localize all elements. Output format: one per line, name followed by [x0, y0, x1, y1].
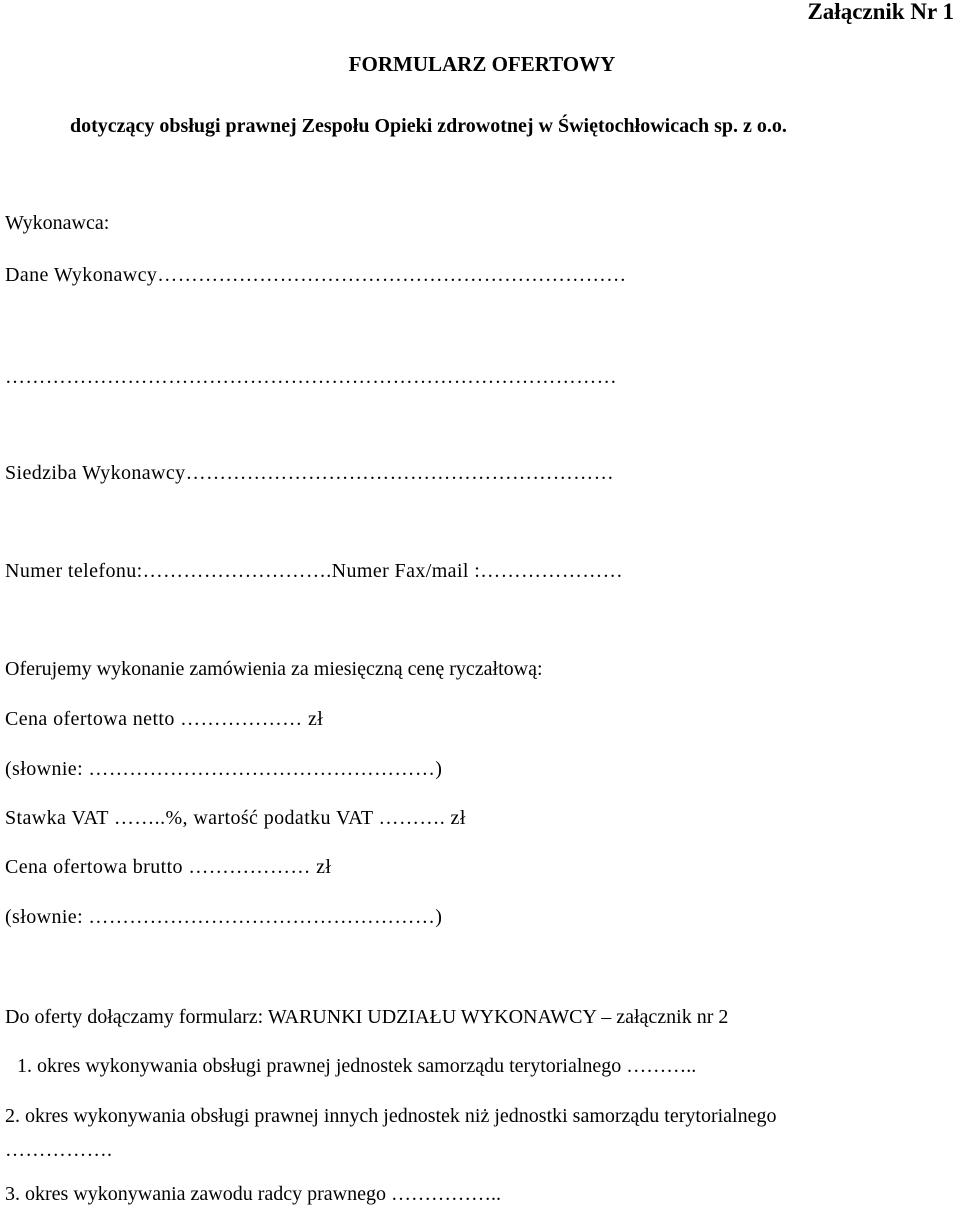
offer-intro: Oferujemy wykonanie zamówienia za miesięczną cenę ryczałtową:: [5, 658, 543, 680]
list-item-2: 2. okres wykonywania obsługi prawnej innych jednostek niż jednostki samorządu terytorialnego: [5, 1105, 777, 1127]
gross-price-words-field: (słownie: ……………………………………………): [5, 906, 443, 928]
form-subtitle: dotyczący obsługi prawnej Zespołu Opieki zdrowotnej w Świętochłowicach sp. z o.o.: [70, 115, 787, 137]
form-title: FORMULARZ OFERTOWY: [348, 52, 616, 76]
list-item-1: 1. okres wykonywania obsługi prawnej jednostek samorządu terytorialnego ………..: [17, 1055, 697, 1077]
list-item-3: 3. okres wykonywania zawodu radcy prawnego ……………..: [5, 1183, 501, 1205]
contractor-data-field: Dane Wykonawcy……………………………………………………………: [5, 264, 627, 286]
phone-fax-field: Numer telefonu:……………………….Numer Fax/mail :…………………: [5, 560, 624, 582]
net-price-words-field: (słownie: ……………………………………………): [5, 758, 443, 780]
contractor-data-continuation: ………………………………………………………………………………: [5, 366, 617, 388]
contractor-seat-field: Siedziba Wykonawcy………………………………………………………: [5, 462, 614, 484]
list-item-2-fill: …………….: [5, 1139, 113, 1161]
vat-field: Stawka VAT ……..%, wartość podatku VAT ………. zł: [5, 807, 466, 829]
annex-label: Załącznik Nr 1: [807, 0, 954, 24]
gross-price-field: Cena ofertowa brutto ……………… zł: [5, 856, 332, 878]
attachments-intro: Do oferty dołączamy formularz: WARUNKI UDZIAŁU WYKONAWCY – załącznik nr 2: [5, 1006, 729, 1028]
contractor-label: Wykonawca:: [5, 212, 110, 234]
net-price-field: Cena ofertowa netto ……………… zł: [5, 708, 324, 730]
